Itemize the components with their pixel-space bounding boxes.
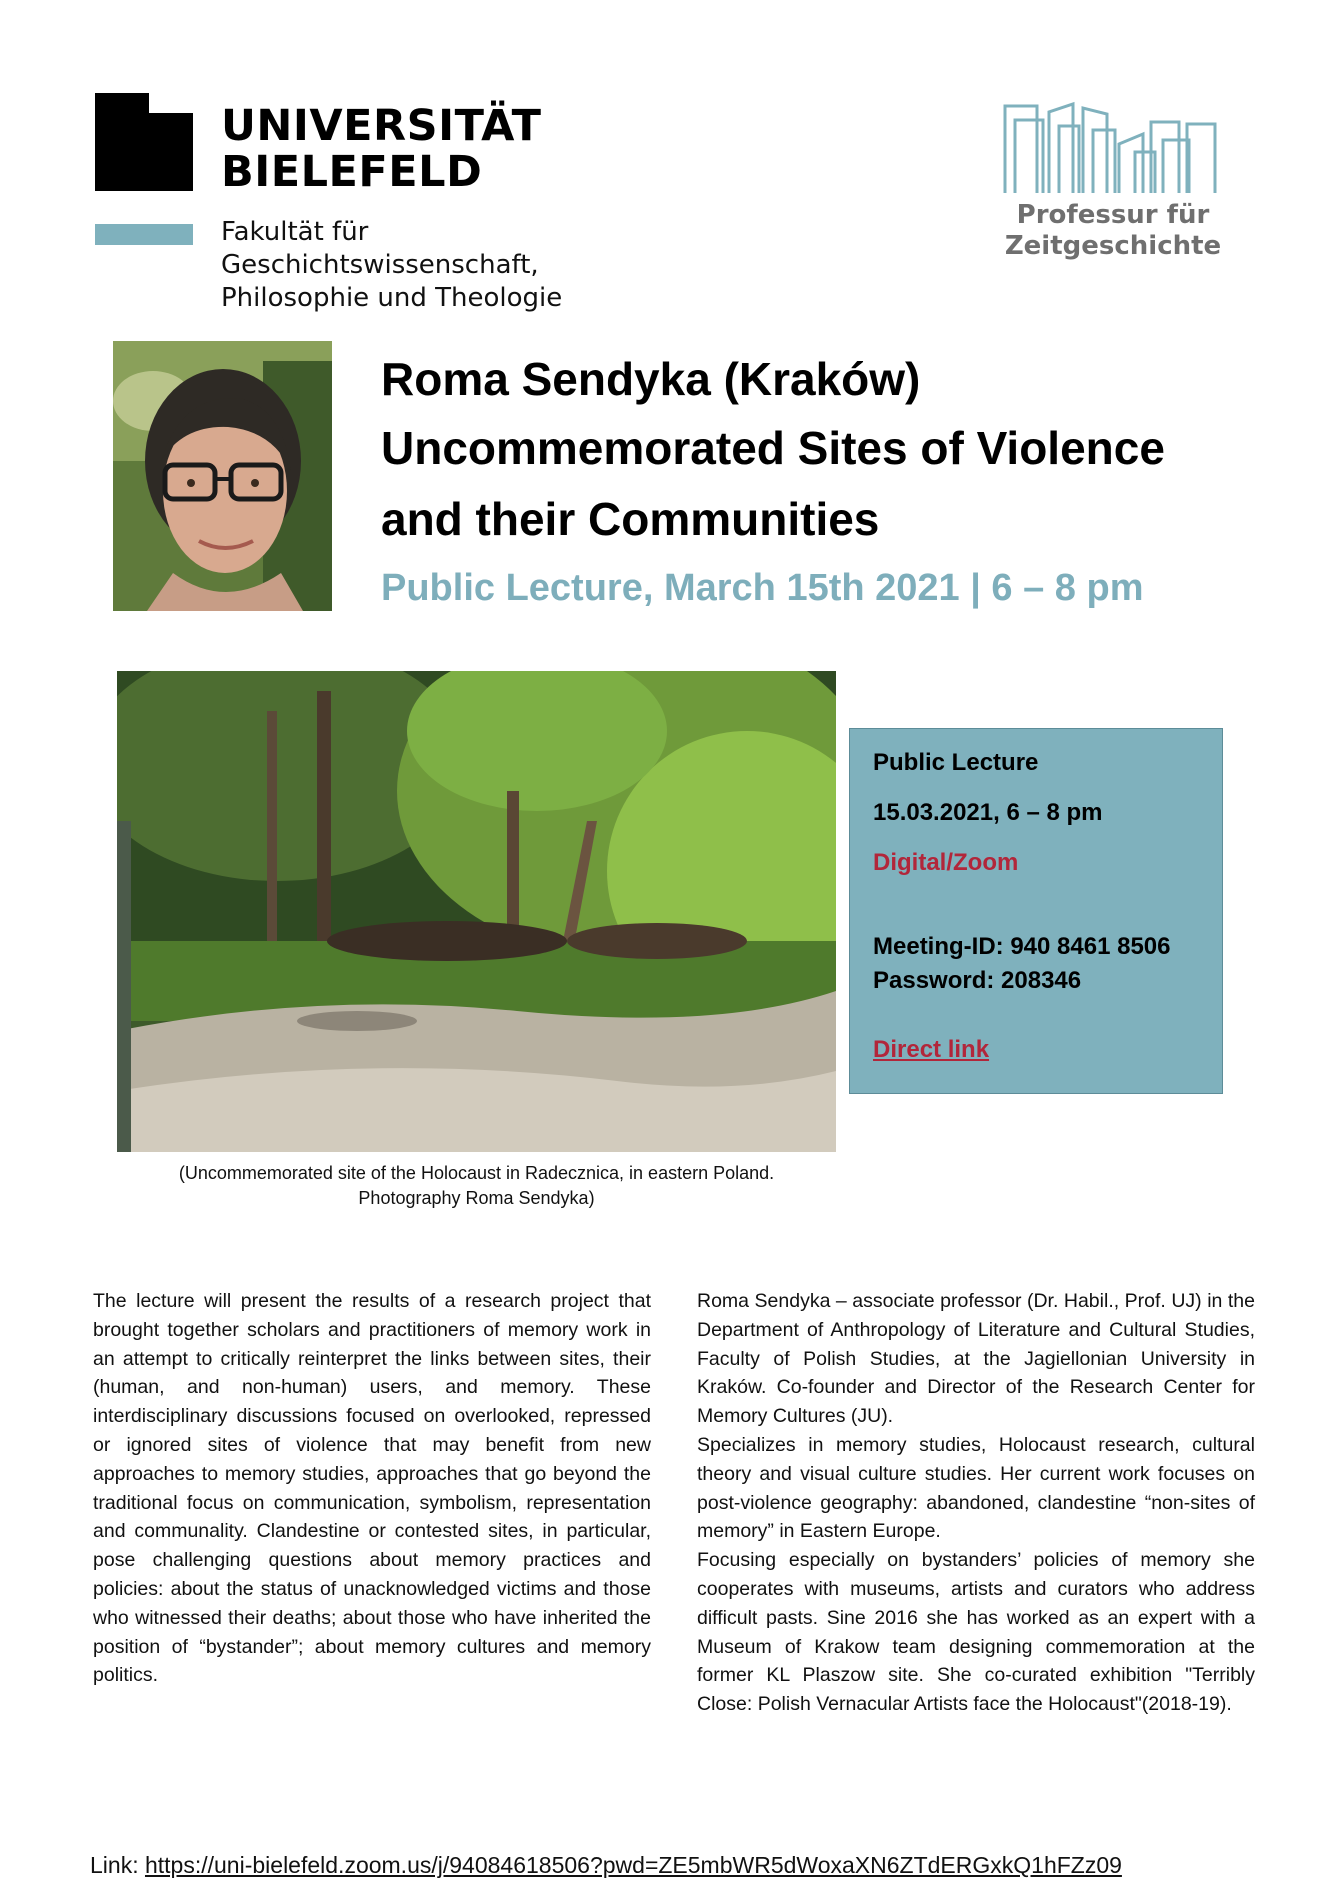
info-box-title: Public Lecture xyxy=(873,749,1039,776)
bio-paragraph-1: Roma Sendyka – associate professor (Dr. Habil., Prof. UJ) in the Department of Anthropology of Literature and Cultural Studies, Faculty of Polish Studies, at the Jagiellonian University in Kraków. Co-founder and Director of the Research Center for Memory Cultures (JU). xyxy=(697,1290,1255,1428)
lecture-title-line2: and their Communities xyxy=(381,493,880,545)
lecture-title-line1: Uncommemorated Sites of Violence xyxy=(381,422,1165,474)
event-info-box xyxy=(849,728,1223,1094)
photo-caption-line1: (Uncommemorated site of the Holocaust in Radecznica, in eastern Poland. xyxy=(178,1163,775,1183)
chair-name-line2: Zeitgeschichte xyxy=(1004,231,1222,261)
bio-paragraph-2: Specializes in memory studies, Holocaust research, cultural theory and visual culture studies. Her current work focuses on post-violence geography: abandoned, clandestine “non-sites of memory” in Eastern Europe. xyxy=(697,1433,1255,1543)
speaker-portrait xyxy=(113,341,332,611)
direct-link[interactable]: Direct link xyxy=(873,1036,990,1063)
meeting-id: Meeting-ID: 940 8461 8506 xyxy=(873,933,1171,960)
footer-link-line xyxy=(90,1850,1122,1880)
chair-name-line1: Professur für xyxy=(1016,200,1210,230)
faculty-color-bar xyxy=(95,224,193,245)
faculty-name-line3: Philosophie und Theologie xyxy=(221,283,563,313)
abstract-paragraph: The lecture will present the results of a research project that brought together scholars and practitioners of memory work in an attempt to critically reinterpret the links between sites, their (human, and non-human) users, and memory. These interdisciplinary discussions focused on overlooked, repressed or ignored sites of violence that may benefit from new approaches to memory studies, approaches that go beyond the traditional focus on communication, symbolism, representation and communality. Clandestine or contested sites, in particular, pose challenging questions about memory practices and policies: about the status of unacknowledged victims and those who witnessed their deaths; about those who have inherited the position of “bystander”; about memory cultures and memory politics. xyxy=(93,1290,651,1687)
bio-paragraph-3: Focusing especially on bystanders’ policies of memory she cooperates with museums, artists and curators who address difficult pasts. Sine 2016 she has worked as an expert with a Museum of Krakow team designing commemoration at the former KL Plaszow site. She co-curated exhibition "Terribly Close: Polish Vernacular Artists face the Holocaust"(2018-19). xyxy=(697,1549,1255,1716)
university-logo-mark xyxy=(95,93,193,191)
speaker-name: Roma Sendyka (Kraków) xyxy=(381,353,921,405)
site-photo xyxy=(117,671,836,1152)
university-name-line2: BIELEFELD xyxy=(221,147,483,197)
lecture-abstract xyxy=(93,1287,651,1690)
info-box-date: 15.03.2021, 6 – 8 pm xyxy=(873,799,1103,826)
faculty-name-line2: Geschichtswissenschaft, xyxy=(221,250,539,280)
lecture-subtitle: Public Lecture, March 15th 2021 | 6 – 8 pm xyxy=(381,567,1144,609)
university-name-line1: UNIVERSITÄT xyxy=(221,101,542,151)
info-box-platform: Digital/Zoom xyxy=(873,849,1019,876)
photo-caption-line2: Photography Roma Sendyka) xyxy=(358,1188,595,1208)
skyline-icon xyxy=(1003,100,1218,193)
faculty-name-line1: Fakultät für xyxy=(221,217,369,247)
zoom-link[interactable]: https://uni-bielefeld.zoom.us/j/94084618506?pwd=ZE5mbWR5dWoxaXN6ZTdERGxkQ1hFZz09 xyxy=(144,1852,1122,1878)
footer-link-label: Link: xyxy=(90,1852,145,1878)
speaker-bio xyxy=(697,1287,1255,1719)
meeting-password: Password: 208346 xyxy=(873,967,1082,994)
